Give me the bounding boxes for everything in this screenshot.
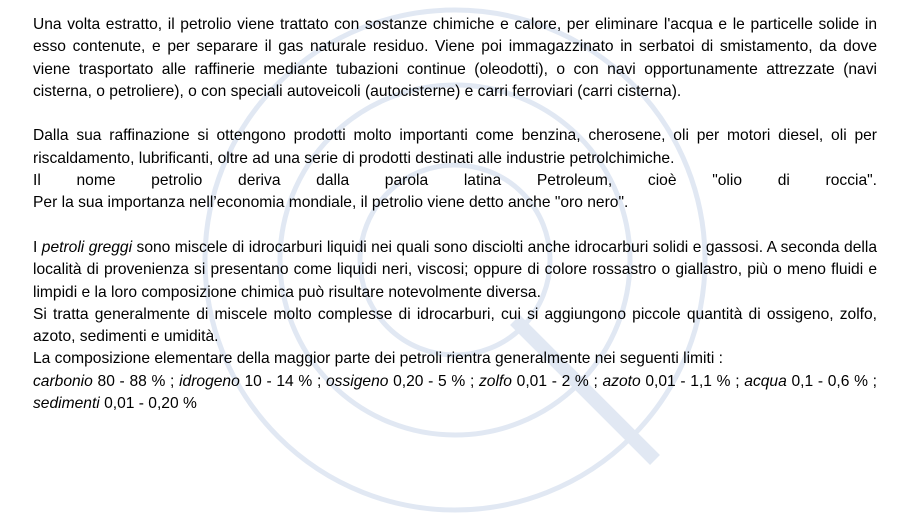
paragraph-refining: Dalla sua raffinazione si ottengono prodotti molto importanti come benzina, cherosene, oli per motori diesel, oli per riscaldamento, lubrificanti, oltre ad una serie di prodotti destinati alle industrie petrolchimiche. <box>33 127 877 167</box>
paragraph-composition-intro: La composizione elementare della maggior parte dei petroli rientra generalmente nei seguenti limiti : <box>33 350 723 368</box>
element-range: 0,01 - 2 % ; <box>511 372 603 390</box>
document-body <box>33 14 877 415</box>
paragraph-extraction: Una volta estratto, il petrolio viene trattato con sostanze chimiche e calore, per eliminare l'acqua e le particelle solide in esso contenute, e per separare il gas naturale residuo. Viene poi immagazzinato in serbatoi di smistamento, da dove viene trasportato alle raffinerie mediante tubazioni continue (oleodotti), o con navi opportunamente attrezzate (navi cisterna, o petroliere), o con speciali autoveicoli (autocisterne) e carri ferroviari (carri cisterna). <box>33 16 877 100</box>
composition-list <box>33 371 877 416</box>
element-name: carbonio <box>33 372 93 390</box>
crude-description: sono miscele di idrocarburi liquidi nei quali sono disciolti anche idrocarburi solidi e gassosi. A seconda della località di provenienza si presentano come liquidi neri, viscosi; oppure di colore rossastro o giallastro, più o meno fluidi e limpidi e la loro composizione chimica può risultare notevolmente diversa. <box>33 238 877 301</box>
paragraph-black-gold: Per la sua importanza nell’economia mondiale, il petrolio viene detto anche "oro nero". <box>33 194 629 212</box>
element-name: zolfo <box>479 372 512 390</box>
element-range: 10 - 14 % ; <box>239 372 326 390</box>
element-name: ossigeno <box>326 372 389 390</box>
element-range: 0,1 - 0,6 % ; <box>786 372 877 390</box>
paragraph-crude-oils <box>33 237 877 304</box>
paragraph-mixtures: Si tratta generalmente di miscele molto complesse di idrocarburi, cui si aggiungono piccole quantità di ossigeno, zolfo, azoto, sedimenti e umidità. <box>33 305 877 346</box>
crude-prefix: I <box>33 238 42 256</box>
element-range: 0,01 - 1,1 % ; <box>640 372 745 390</box>
element-name: sedimenti <box>33 395 100 413</box>
element-name: idrogeno <box>179 372 240 390</box>
element-range: 0,20 - 5 % ; <box>388 372 479 390</box>
element-name: azoto <box>602 372 641 390</box>
paragraph-name-origin: Il nome petrolio deriva dalla parola latina Petroleum, cioè "olio di roccia". <box>33 172 877 190</box>
crude-term: petroli greggi <box>41 238 133 256</box>
element-name: acqua <box>744 372 787 390</box>
element-range: 80 - 88 % ; <box>92 372 180 390</box>
element-range: 0,01 - 0,20 % <box>99 395 197 413</box>
